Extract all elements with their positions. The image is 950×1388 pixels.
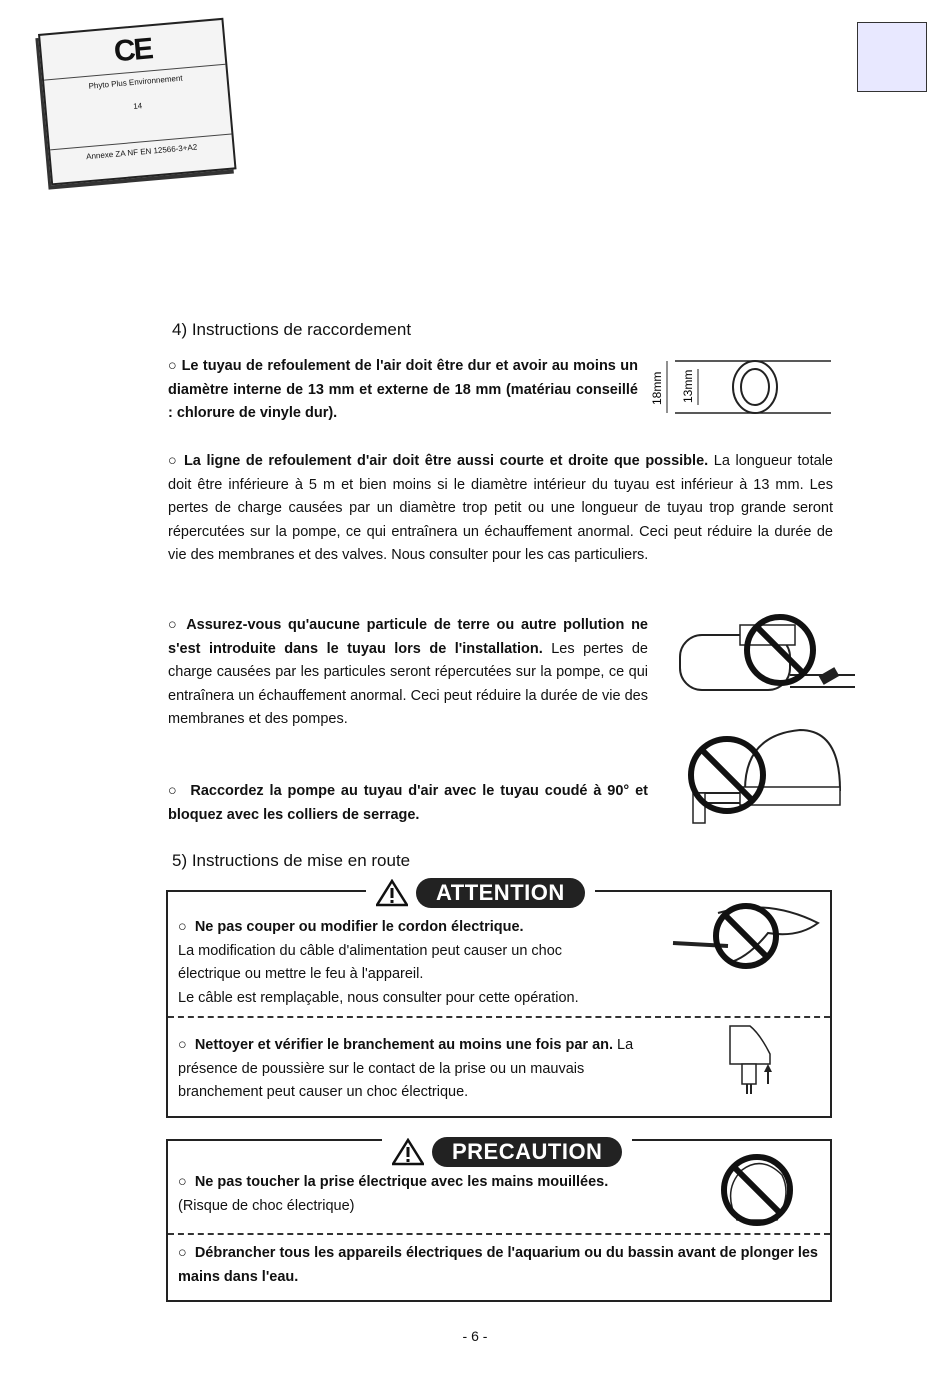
- attention-banner: [366, 877, 595, 909]
- paragraph-elbow: ○ Raccordez la pompe au tuyau d'air avec le tuyau coudé à 90° et bloquez avec les colliers de serrage.: [168, 783, 648, 823]
- tube-diagram-icon: [645, 355, 835, 419]
- wet-hands-bold: Ne pas toucher la prise électrique avec les mains mouillées.: [194, 1174, 609, 1190]
- label-annexe: Annexe ZA NF EN 12566-3+A2: [85, 142, 198, 162]
- line-length-bold: La ligne de refoulement d'air doit être aussi courte et droite que possible.: [183, 453, 709, 469]
- warning-triangle-icon: [376, 879, 408, 907]
- inner-diameter-label: 13mm: [681, 369, 695, 403]
- precaution-banner: [382, 1136, 632, 1168]
- corner-box: [857, 22, 927, 92]
- particles-text: Les pertes de charge causées par les particules seront répercutées sur la pompe, ce qui entraînera un échauffement anormal. Ceci peut réduire la durée de vie des membranes et des pompes.: [168, 640, 648, 727]
- no-dirt-pump-icon: [670, 605, 860, 705]
- attention-item-cord: ○ Ne pas couper ou modifier le cordon électrique. La modification du câble d'alimentation peut causer un choc électrique ou mettre le feu à l'appareil. Le câble est remplaçable, nous consulter pour cette opération.: [178, 916, 658, 1010]
- section-4-title: 4) Instructions de raccordement: [172, 320, 412, 339]
- particles-bold: Assurez-vous qu'aucune particule de terre ou autre pollution ne s'est introduite dans le tuyau lors de l'installation.: [168, 617, 648, 657]
- wet-hands-text: (Risque de choc électrique): [178, 1197, 355, 1214]
- section-5-title: 5) Instructions de mise en route: [172, 851, 411, 870]
- tube-spec-text: Le tuyau de refoulement de l'air doit être dur et avoir au moins un diamètre interne de 13 mm et externe de 18 mm (matériau conseillé : chlorure de vinyle dur).: [168, 358, 638, 421]
- precaution-item-unplug: ○ Débrancher tous les appareils électriques de l'aquarium ou du bassin avant de plonger les mains dans l'eau.: [178, 1245, 818, 1285]
- label-number: 14: [132, 101, 143, 111]
- elbow-bold: Raccordez la pompe au tuyau d'air avec le tuyau coudé à 90° et bloquez avec les colliers de serrage.: [168, 783, 648, 823]
- cord-line-3: Le câble est remplaçable, nous consulter pour cette opération.: [178, 989, 579, 1006]
- attention-divider: [168, 1016, 830, 1018]
- line-length-text: La longueur totale doit être inférieure à 5 m et bien moins si le diamètre intérieur du tuyau est inférieur à 13 mm. Les pertes de charge causées par un diamètre trop petit ou une longueur de tuyau trop grande seront répercutées sur la pompe, ce qui entraînera un échauffement anormal. Ceci peut réduire la durée de vie des membranes et des valves. Nous consulter pour les cas particuliers.: [168, 453, 833, 563]
- outer-diameter-label: 18mm: [650, 371, 664, 405]
- paragraph-line-length: ○ La ligne de refoulement d'air doit être aussi courte et droite que possible. La longueur totale doit être inférieure à 5 m et bien moins si le diamètre intérieur du tuyau est inférieur à 13 mm. Les pertes de charge causées par un diamètre trop petit ou une longueur de tuyau trop grande seront répercutées sur la pompe, ce qui entraînera un échauffement anormal. Ceci peut réduire la durée de vie des membranes et des valves. Nous consulter pour les cas particuliers.: [168, 453, 833, 563]
- cord-line-1: La modification du câble d'alimentation peut causer un choc: [178, 942, 563, 959]
- precaution-item-wet-hands: ○ Ne pas toucher la prise électrique avec les mains mouillées. (Risque de choc électrique): [178, 1171, 718, 1218]
- paragraph-tube-spec: ○ Le tuyau de refoulement de l'air doit être dur et avoir au moins un diamètre interne de 13 mm et externe de 18 mm (matériau conseillé : chlorure de vinyle dur).: [168, 358, 638, 421]
- plug-bold: Nettoyer et vérifier le branchement au moins une fois par an.: [194, 1037, 614, 1053]
- no-cut-cord-icon: [668, 898, 828, 978]
- precaution-divider: [168, 1233, 830, 1235]
- cord-line-2: électrique ou mettre le feu à l'appareil.: [178, 966, 424, 982]
- precaution-label: PRECAUTION: [432, 1137, 622, 1167]
- ce-mark: CE: [112, 32, 153, 69]
- cord-bold: Ne pas couper ou modifier le cordon électrique.: [194, 919, 524, 935]
- label-company: Phyto Plus Environnement: [88, 73, 183, 91]
- attention-item-plug: ○ Nettoyer et vérifier le branchement au moins une fois par an. La présence de poussière sur le contact de la prise ou un mauvais branchement peut causer un choc électrique.: [178, 1037, 634, 1100]
- plug-text: La présence de poussière sur le contact de la prise ou un mauvais branchement peut causer un choc électrique.: [178, 1037, 634, 1100]
- warning-triangle-icon: [392, 1138, 424, 1166]
- paragraph-particles: ○ Assurez-vous qu'aucune particule de terre ou autre pollution ne s'est introduite dans le tuyau lors de l'installation. Les pertes de charge causées par les particules seront répercutées sur la pompe, ce qui entraînera un échauffement anormal. Ceci peut réduire la durée de vie des membranes et des pompes.: [168, 617, 648, 727]
- no-straight-pipe-icon: [685, 715, 845, 830]
- attention-label: ATTENTION: [416, 878, 585, 908]
- plug-check-icon: [720, 1024, 780, 1100]
- unplug-bold: Débrancher tous les appareils électriques de l'aquarium ou du bassin avant de plonger les mains dans l'eau.: [178, 1245, 818, 1285]
- no-wet-hands-icon: [712, 1150, 802, 1230]
- page-number: - 6 -: [462, 1328, 488, 1344]
- ce-label: [38, 18, 237, 186]
